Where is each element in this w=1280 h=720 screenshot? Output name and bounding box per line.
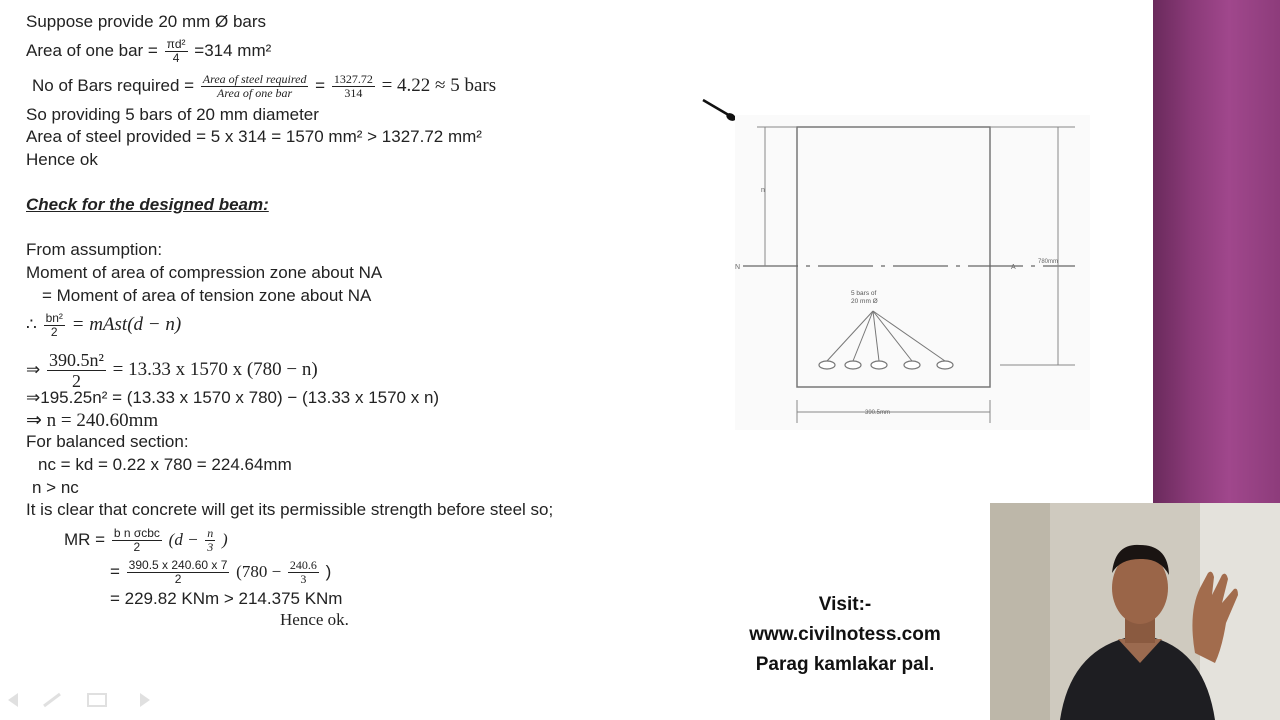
line-mr-formula <box>64 527 228 554</box>
line-area-one-bar <box>26 38 271 65</box>
mr2-small-fraction <box>288 559 319 586</box>
width-label: 390.5mm <box>865 410 891 416</box>
line-no-of-bars: No of Bars required = $\frac{\text{Area of steel required}}{\text{Area of one bar}}$ = $\frac{1327.72}{314}$ = 4.22 ≈ 5 bars <box>32 72 497 100</box>
mr-rhs: (d − <box>168 529 199 549</box>
mr-small-fraction <box>205 527 215 554</box>
menu-icon[interactable] <box>88 694 106 706</box>
fraction-numerator: b n σcbc <box>113 526 160 540</box>
line-mr-result: = 229.82 KNm > 214.375 KNm <box>110 589 343 608</box>
line-n-greater-nc: n > nc <box>32 478 79 497</box>
line-mr-hence-ok: Hence ok. <box>280 610 349 629</box>
fraction-denominator: Area of one bar <box>217 86 293 100</box>
presenter-webcam <box>990 503 1280 720</box>
area-one-bar-fraction <box>165 38 188 65</box>
line-moment-compression: Moment of area of compression zone about NA <box>26 263 383 282</box>
website-link[interactable]: www.civilnotess.com <box>749 624 941 645</box>
line-suppose-bars: Suppose provide 20 mm Ø bars <box>26 12 267 31</box>
section-heading: Check for the designed beam: <box>26 195 269 214</box>
fraction-numerator: 240.6 <box>289 558 317 572</box>
therefore-symbol: ∴ <box>26 314 37 334</box>
previous-slide-icon[interactable] <box>8 693 18 707</box>
line-balanced-section: For balanced section: <box>26 432 189 451</box>
fraction-numerator: 390.5n² <box>48 350 104 370</box>
line-390-equation <box>26 350 318 391</box>
line-clear-concrete: It is clear that concrete will get its permissible strength before steel so; <box>26 500 554 519</box>
line-mr-substitution <box>110 559 331 586</box>
next-slide-icon[interactable] <box>140 693 150 707</box>
line-195-equation: ⇒195.25n² = (13.33 x 1570 x 780) − (13.33 x 1570 x n) <box>26 388 440 407</box>
visit-block <box>700 590 990 680</box>
line-n-result: ⇒ n = 240.60mm <box>26 410 159 431</box>
fraction-numerator: 390.5 x 240.60 x 7 <box>128 558 228 572</box>
fraction-numerator: n <box>207 526 214 540</box>
mr2-rhs: (780 − <box>236 561 282 581</box>
bars-label-line1: 5 bars of <box>851 290 877 297</box>
fraction-numerator: 1327.72 <box>333 72 373 86</box>
reinforcement-bar <box>871 361 887 369</box>
bn-equation-rhs: = mAst(d − n) <box>71 313 182 335</box>
mr2-equals: = <box>110 561 120 581</box>
depth-label: 780mm <box>1038 259 1059 265</box>
line-moment-tension: = Moment of area of tension zone about NA <box>42 286 372 305</box>
fraction-denominator: 2 <box>71 371 81 391</box>
area-one-bar-label: Area of one bar = <box>26 40 158 60</box>
fraction-denominator: 314 <box>344 86 363 100</box>
line-hence-ok: Hence ok <box>26 150 98 169</box>
390-fraction <box>47 350 106 391</box>
fraction-denominator: 2 <box>174 572 182 586</box>
n-dimension-label: n <box>761 187 765 194</box>
line-bn-equation <box>26 312 181 339</box>
implies-symbol: ⇒ <box>26 359 41 379</box>
reinforcement-bar <box>819 361 835 369</box>
390-equation-rhs: = 13.33 x 1570 x (780 − n) <box>112 358 318 380</box>
fraction-denominator: 2 <box>133 540 141 554</box>
mr-label: MR = <box>64 529 106 549</box>
author-name: Parag kamlakar pal. <box>755 654 935 675</box>
beam-section-diagram <box>735 115 1090 430</box>
fraction-numerator: Area of steel required <box>202 72 307 86</box>
fraction-denominator: 3 <box>300 572 307 586</box>
reinforcement-bar <box>904 361 920 369</box>
fraction-numerator: bn² <box>45 311 63 325</box>
slideshow-nav-icons[interactable] <box>4 690 164 710</box>
line-from-assumption: From assumption: <box>26 240 163 259</box>
fraction-numerator: πd² <box>166 37 186 51</box>
line-area-provided: Area of steel provided = 5 x 314 = 1570 mm² > 1327.72 mm² <box>26 127 482 146</box>
fraction-denominator: 4 <box>172 51 180 65</box>
fraction-denominator: 2 <box>50 325 58 339</box>
mr2-end: ) <box>325 561 332 581</box>
neutral-axis-a-label: A <box>1011 264 1016 271</box>
reinforcement-bar <box>937 361 953 369</box>
area-one-bar-value: =314 mm² <box>194 40 272 60</box>
visit-label: Visit:- <box>818 594 872 615</box>
mr-fraction <box>112 527 162 554</box>
no-of-bars-label: No of Bars required = <box>32 75 195 95</box>
mr2-fraction <box>127 559 230 586</box>
reinforcement-bar <box>845 361 861 369</box>
fraction-denominator: 3 <box>207 540 214 554</box>
no-of-bars-fraction-1 <box>201 73 309 100</box>
bars-label-line2: 20 mm Ø <box>851 298 878 305</box>
pen-icon[interactable] <box>44 694 60 706</box>
neutral-axis-n-label: N <box>735 264 741 271</box>
no-of-bars-result: = 4.22 ≈ 5 bars <box>381 74 497 96</box>
presenter-video-frame <box>990 503 1280 720</box>
no-of-bars-fraction-2 <box>332 73 375 100</box>
line-nc-kd: nc = kd = 0.22 x 780 = 224.64mm <box>38 455 292 474</box>
bn-fraction <box>44 312 65 339</box>
line-providing: So providing 5 bars of 20 mm diameter <box>26 105 319 124</box>
mr-rhs-end: ) <box>222 529 228 549</box>
pointer-cursor-icon <box>700 97 740 125</box>
